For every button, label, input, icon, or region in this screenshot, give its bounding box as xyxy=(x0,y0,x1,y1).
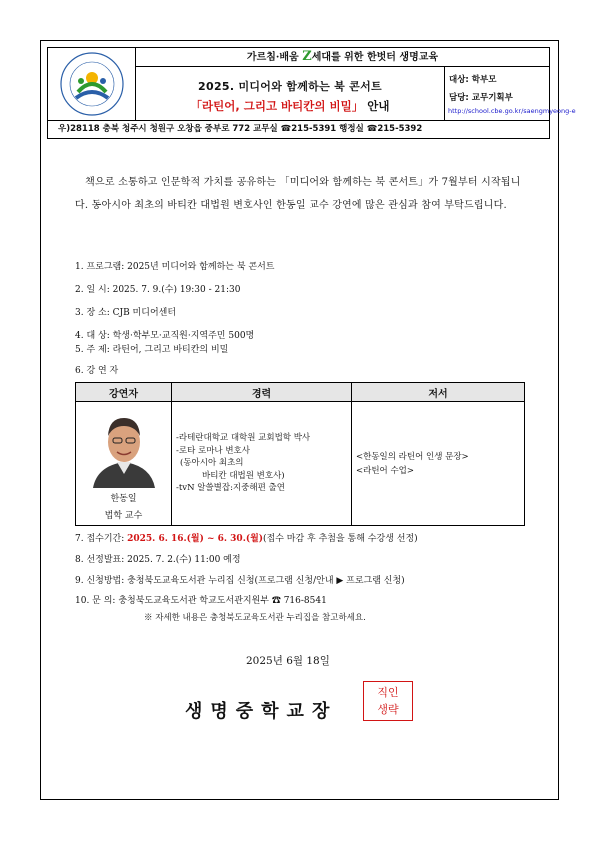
table-header-speaker: 강연자 xyxy=(76,383,172,402)
target-label: 대상: 학부모 xyxy=(449,75,497,85)
career-line: (동아시아 최초의 xyxy=(180,458,244,469)
document-title: 2025. 미디어와 함께하는 북 콘서트 xyxy=(198,80,382,93)
speaker-photo xyxy=(89,406,159,488)
school-url-link[interactable]: http://school.cbe.go.kr/saengmyeong-e xyxy=(448,107,576,115)
table-header-career: 경력 xyxy=(172,383,352,402)
list-item-5: 5. 주 제: 라틴어, 그리고 바티칸의 비밀 xyxy=(75,345,229,355)
speaker-name: 한동일 xyxy=(110,494,137,504)
speaker-cell xyxy=(76,402,172,526)
career-line: -라테란대학교 대학원 교회법학 박사 xyxy=(176,433,311,444)
slogan-text-a: 가르침·배움 xyxy=(246,52,303,63)
list-item-6: 6. 강 연 자 xyxy=(75,366,119,376)
career-line: 바티칸 대법원 변호사) xyxy=(202,470,285,481)
book-title: <라틴어 수업> xyxy=(356,465,415,476)
reference-note: ※ 자세한 내용은 충청북도교육도서관 누리집을 참고하세요. xyxy=(144,613,366,623)
seal-line-1: 직인 xyxy=(377,686,399,699)
speaker-table xyxy=(75,382,525,526)
list-item-7 xyxy=(75,531,418,544)
books-cell xyxy=(352,402,525,526)
address-bar: 우)28118 충북 청주시 청원구 오창읍 중부로 772 교무실 ☎215-5391 행정실 ☎215-5392 xyxy=(47,121,550,139)
seal-line-2: 생략 xyxy=(377,703,399,716)
career-line: -tvN 알쓸별잡:지중해편 출연 xyxy=(176,483,285,494)
list-item-10: 10. 문 의: 충청북도교육도서관 학교도서관지원부 ☎ 716-8541 xyxy=(75,596,327,606)
list-item-3: 3. 장 소: CJB 미디어센터 xyxy=(75,308,177,318)
intro-paragraph xyxy=(75,171,525,217)
item7-label: 7. 접수기간: xyxy=(75,534,128,544)
speaker-title: 법학 교수 xyxy=(104,511,143,521)
list-item-4: 4. 대 상: 학생·학부모·교직원·지역주민 500명 xyxy=(75,331,255,341)
list-item-2: 2. 일 시: 2025. 7. 9.(수) 19:30 - 21:30 xyxy=(75,285,241,295)
official-seal-stamp xyxy=(363,681,413,721)
table-header-books: 저서 xyxy=(352,383,525,402)
school-logo-icon xyxy=(48,48,136,120)
career-cell xyxy=(172,402,352,526)
slogan xyxy=(136,48,549,67)
document-header xyxy=(47,47,576,121)
subtitle-black: 안내 xyxy=(363,99,390,113)
career-line: -로타 로마나 변호사 xyxy=(176,445,250,456)
issue-date: 2025년 6월 18일 xyxy=(246,655,330,667)
school-logo-cell xyxy=(48,48,136,120)
document-subtitle xyxy=(136,98,444,114)
manager-label: 담당: 교무기획부 xyxy=(449,93,513,103)
principal-signature: 생명중학교장 xyxy=(185,701,338,722)
slogan-z: Z xyxy=(302,49,312,64)
item7-rest: (접수 마감 후 추첨을 통해 수강생 선정) xyxy=(263,534,418,544)
list-item-8: 8. 선정발표: 2025. 7. 2.(수) 11:00 예정 xyxy=(75,555,241,565)
item7-period: 2025. 6. 16.(월) ~ 6. 30.(월) xyxy=(127,534,264,544)
slogan-text-b: 세대를 위한 한벗터 생명교육 xyxy=(311,52,439,63)
info-cell xyxy=(445,67,576,120)
subtitle-red: 「라틴어, 그리고 바티칸의 비밀」 xyxy=(190,99,364,113)
intro-text: 책으로 소통하고 인문학적 가치를 공유하는 「미디어와 함께하는 북 콘서트」가 7월부터 시작됩니다. 동아시아 최초의 바티칸 대법원 변호사인 한동일 교수 강연에 많은 관심과 참여 부탁드립니다. xyxy=(75,177,521,211)
title-cell xyxy=(136,67,445,120)
list-item-1: 1. 프로그램: 2025년 미디어와 함께하는 북 콘서트 xyxy=(75,262,275,272)
book-title: <한동일의 라틴어 인생 문장> xyxy=(356,451,469,462)
list-item-9: 9. 신청방법: 충청북도교육도서관 누리집 신청(프로그램 신청/안내 ▶ 프로그램 신청) xyxy=(75,576,405,586)
